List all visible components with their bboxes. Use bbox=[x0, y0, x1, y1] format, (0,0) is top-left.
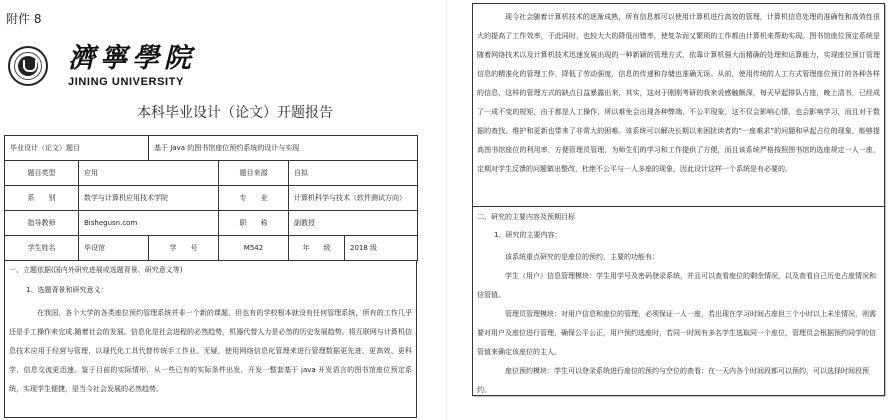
university-logo bbox=[8, 44, 196, 88]
proposal-form-table bbox=[4, 135, 418, 261]
admin-module-paragraph: 管理员管理模块：对用户信息和座位的管理，必须保证一人一座，若出现在学习时间占座但三个小时以上未坐情况，则需要对用户及座位进行管理，确保公平公正，用户预约选座时，若同一时间有多名学生选取同一个座位，管理员会根据预约同学的信管值来确定该座位的主人。 bbox=[477, 310, 876, 356]
title-value: 副教授 bbox=[289, 211, 418, 236]
university-seal-icon bbox=[8, 46, 48, 86]
form-row bbox=[5, 161, 418, 186]
section-subheading: 1、选题背景和研究意义： bbox=[26, 286, 108, 294]
department-value: 数学与计算机应用技术学院 bbox=[79, 186, 219, 211]
seat-module-paragraph: 座位预约模块：学生可以登录系统进行座位的预约与空位的查看；在一天内各个时间段都可以预约，可以选择时间段预约。 bbox=[477, 367, 869, 394]
report-title: 本科毕业设计（论文）开题报告 bbox=[137, 105, 333, 121]
proposal-content-box bbox=[472, 3, 885, 396]
student-name-value: 毕设馆 bbox=[79, 236, 149, 261]
attachment-label: 附件 8 bbox=[6, 12, 42, 26]
student-row bbox=[5, 236, 418, 261]
advisor-value: Bishegusn.com bbox=[79, 211, 219, 236]
university-name-en: JINING UNIVERSITY bbox=[68, 76, 184, 88]
section-heading: 二、研究的主要内容及预期目标 bbox=[477, 213, 575, 221]
grade-value: 2018 级 bbox=[345, 236, 418, 261]
form-row bbox=[5, 211, 418, 236]
topic-value: 基于 Java 的图书馆座位预约系统的设计与实现 bbox=[149, 136, 418, 161]
continued-section bbox=[473, 4, 884, 207]
topic-source-label: 题目来源 bbox=[219, 161, 289, 186]
student-name-label: 学生姓名 bbox=[5, 236, 79, 261]
major-value: 计算机科学与技术（软件测试方向） bbox=[289, 186, 418, 211]
grade-label: 年 级 bbox=[289, 236, 345, 261]
department-label: 系 别 bbox=[5, 186, 79, 211]
functions-intro: 该系统重点研究的是座位的预约，主要的功能有： bbox=[505, 253, 659, 261]
section-heading: 一、立题依据(国内外研究进展或选题背景、研究意义等) bbox=[9, 266, 183, 274]
topic-type-label: 题目类型 bbox=[5, 161, 79, 186]
title-label: 职 称 bbox=[219, 211, 289, 236]
seal-book-emblem-icon bbox=[18, 56, 38, 76]
topic-label: 毕业设计（论文）题目 bbox=[5, 136, 149, 161]
left-page bbox=[0, 0, 440, 420]
topic-source-value: 自拟 bbox=[289, 161, 418, 186]
university-name-cn: 濟寧學院 bbox=[68, 43, 196, 74]
topic-row bbox=[5, 136, 418, 161]
advisor-label: 指导教师 bbox=[5, 211, 79, 236]
section-basis bbox=[4, 260, 417, 418]
form-row bbox=[5, 186, 418, 211]
background-paragraph: 在我国，各个大学的各类座位预约管理系统并非一个新的课题，但也有的学校根本就没有任何管理系统，所有的工作几乎还是手工操作来完成.随着社会的发展，信息化是社会进程的必然趋势，机器代替人力是必然的历史发展趋势。将互联网与计算机信息技术应用于经营与管理，以现代化工具代替传统手工作业。无疑，使用网络信息化管理来进行管理数据更先进、更高效、更科学，信息交流更迅速。鉴于目前的实际情形，从一些已有的实际条件出发，开发一整套基于 java 开发语言的图书馆座位预定系统，实现学生便捷，是当今社会发展的必然趋势。 bbox=[9, 309, 412, 393]
major-label: 专 业 bbox=[219, 186, 289, 211]
topic-type-value: 应用 bbox=[79, 161, 219, 186]
section-subheading: 1、研究的主要内容： bbox=[494, 231, 562, 239]
section-research-content bbox=[473, 207, 884, 405]
student-id-value: M542 bbox=[219, 236, 289, 261]
student-id-label: 学 号 bbox=[149, 236, 219, 261]
background-paragraph-continued: 现今社会随着计算机技术的逐渐成熟，所有信息都可以使用计算机进行高效的管理，计算机信息处理的准确性和高效性很大的提高了工作效率，于此同时，也较大大的降低出错率，使复杂而又繁琐的工作都由计算机来帮助实现。图书馆座位预定系统是随着网络技术以及计算机技术迅速发展出现的一种新颖的管理方式，依靠计算机强大而精确的处理和运算能力，实现座位预订管理信息的精准化的管理工作，降低了劳动强度，信息的传递和存储也准确无误。从前，使用传统的人工方式管理座位预订的各种各样的信息，这样的管理方式的缺点日益暴露出来，其实，这对于刚刚考研的我来说感触颇深，每天早起排队占座，晚上清书，已经成了一成不变的规矩，由于都是人工操作，所以难免会出现各种弊端，不公平现象，这不仅会影响心情，也会影响学习，而且对于数据的查找、维护和更新也带来了非常大的困难。该系统可以解决长期以来困扰读者的“一座难求”的问题和早起占位的现象，能够提高图书馆座位的利用率，方便管理员管理，为师生们的学习和工作提供了方便，而且该系统严格按照图书馆的选座规定一人一座，定期对学生反馈的问题做出整改，杜绝不公平与一人多座的现象，因此设计这样一个系统是有必要的。 bbox=[477, 13, 880, 173]
right-page bbox=[446, 0, 888, 420]
logo-text bbox=[68, 44, 196, 88]
student-module-paragraph: 学生（用户）信息管理模块：学生用学号及密码登录系统，并且可以查看座位的剩余情况，以及查看自己历史占座情况和信管值。 bbox=[477, 272, 876, 299]
